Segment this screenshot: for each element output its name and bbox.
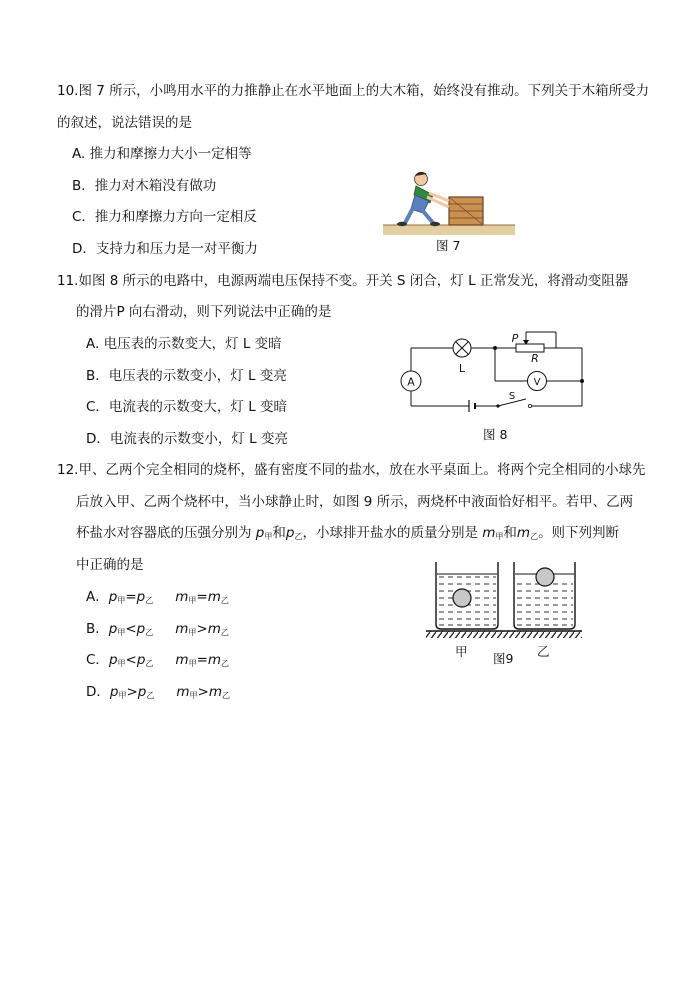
figure-9-caption: 图9 bbox=[493, 651, 514, 666]
q12-option-c: C．$p_甲<p_乙$ $m_甲=m_乙$ bbox=[86, 652, 230, 668]
q11-option-d: D．电流表的示数变小，灯 L 变亮 bbox=[86, 431, 288, 447]
q10-option-d: D．支持力和压力是一对平衡力 bbox=[72, 241, 258, 257]
switch-label: S bbox=[508, 391, 516, 402]
q12-option-b: B．$p_甲<p_乙$ $m_甲>m_乙$ bbox=[86, 621, 229, 637]
q11-option-b: B．电压表的示数变小，灯 L 变亮 bbox=[86, 368, 287, 384]
ball-yi bbox=[536, 568, 554, 586]
q10-stem-line1: 10.图 7 所示，小鸣用水平的力推静止在水平地面上的大木箱，始终没有推动。下列关于木箱所受力 bbox=[57, 83, 650, 99]
q12-stem-line4: 中正确的是 bbox=[76, 557, 144, 573]
q10-stem-line2: 的叙述，说法错误的是 bbox=[57, 115, 192, 131]
q11-stem-line2: 的滑片P 向右滑动，则下列说法中正确的是 bbox=[76, 304, 332, 320]
beaker-yi-label: 乙 bbox=[537, 644, 550, 659]
figure-9-beakers bbox=[424, 560, 584, 642]
beaker-jia-label: 甲 bbox=[455, 644, 468, 659]
q10-option-c: C．推力和摩擦力方向一定相反 bbox=[72, 209, 257, 225]
q12-option-d: D．$p_甲>p_乙$ $m_甲>m_乙$ bbox=[86, 684, 230, 700]
figure-7-caption: 图 7 bbox=[436, 238, 461, 253]
q11-option-a: A. 电压表的示数变大，灯 L 变暗 bbox=[86, 336, 282, 352]
voltmeter-label: V bbox=[533, 377, 541, 388]
figure-7-boy-pushing-box bbox=[383, 163, 517, 238]
q12-option-a: A．$p_甲=p_乙$ $m_甲=m_乙$ bbox=[86, 589, 229, 605]
figure-8-caption: 图 8 bbox=[483, 427, 508, 442]
ball-jia bbox=[453, 589, 471, 607]
q10-option-a: A. 推力和摩擦力大小一定相等 bbox=[72, 146, 252, 162]
ammeter-label: A bbox=[407, 375, 415, 389]
q11-stem-line1: 11.如图 8 所示的电路中，电源两端电压保持不变。开关 S 闭合，灯 L 正常发光，将滑动变阻器 bbox=[57, 273, 629, 289]
q12-stem-line1: 12.甲、乙两个完全相同的烧杯，盛有密度不同的盐水，放在水平桌面上。将两个完全相同的小球先 bbox=[57, 462, 646, 478]
q12-stem-line2: 后放入甲、乙两个烧杯中，当小球静止时，如图 9 所示，两烧杯中液面恰好相平。若甲、乙两 bbox=[76, 494, 634, 510]
resistor-label: R bbox=[531, 352, 539, 365]
table-surface bbox=[426, 631, 582, 638]
rheostat-resistor bbox=[516, 344, 544, 352]
q12-stem-line3: 杯盐水对容器底的压强分别为 $p_甲$和$p_乙$，小球排开盐水的质量分别是 $m_甲$和$m_乙$。则下列判断 bbox=[76, 525, 620, 541]
lamp-label: L bbox=[458, 362, 466, 375]
q11-option-c: C．电流表的示数变大，灯 L 变暗 bbox=[86, 399, 288, 415]
slider-label: P bbox=[511, 332, 519, 345]
figure-8-circuit-diagram bbox=[398, 328, 588, 412]
q10-option-b: B．推力对木箱没有做功 bbox=[72, 178, 217, 194]
beaker-yi bbox=[514, 562, 575, 629]
beaker-jia bbox=[436, 562, 498, 629]
